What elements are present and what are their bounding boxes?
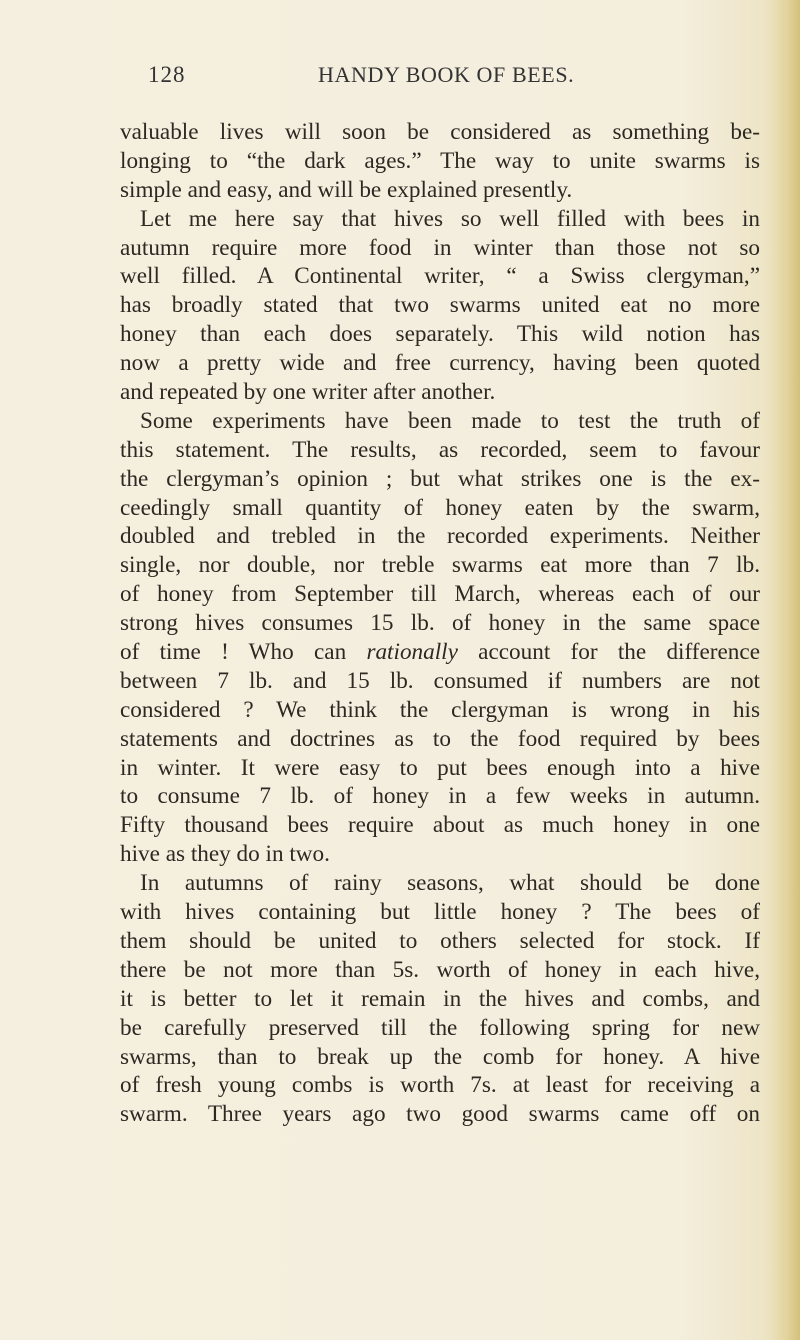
text-line: has broadly stated that two swarms united eat no more	[120, 292, 760, 319]
text-line: ceedingly small quantity of honey eaten by the swarm,	[120, 494, 760, 521]
text-line: of fresh young combs is worth 7s. at least for receiving a	[120, 1072, 760, 1099]
text-line: hive as they do in two.	[120, 841, 330, 868]
text-line: simple and easy, and will be explained presently.	[120, 176, 573, 203]
text-line: Some experiments have been made to test the truth of	[140, 407, 760, 434]
text-line: them should be united to others selected for stock. If	[120, 927, 760, 954]
text-line: autumn require more food in winter than those not so	[120, 234, 760, 261]
text-line: doubled and trebled in the recorded experiments. Neither	[120, 523, 760, 550]
text-line: there be not more than 5s. worth of honey in each hive,	[120, 956, 760, 983]
emphasized-word: rationally	[366, 639, 458, 666]
text-line: Let me here say that hives so well filled with bees in	[140, 205, 760, 232]
text-line: of honey from September till March, whereas each of our	[120, 581, 760, 608]
text-line: swarms, than to break up the comb for honey. A hive	[120, 1043, 760, 1070]
text-line: it is better to let it remain in the hives and combs, and	[120, 985, 760, 1012]
text-line: the clergyman’s opinion ; but what strikes one is the ex-	[120, 465, 760, 492]
text-line: strong hives consumes 15 lb. of honey in the same space	[120, 610, 760, 637]
body-text	[120, 118, 760, 1129]
running-head-title: HANDY BOOK OF BEES.	[318, 62, 575, 87]
text-line: with hives containing but little honey ? The bees of	[120, 899, 760, 926]
page-number: 128	[148, 62, 186, 87]
text-line: Fifty thousand bees require about as much honey in one	[120, 812, 760, 839]
text-line: swarm. Three years ago two good swarms came off on	[120, 1101, 760, 1128]
text-line: and repeated by one writer after another.	[120, 379, 496, 406]
page-edge-discoloration	[770, 0, 800, 1340]
text-line: single, nor double, nor treble swarms eat more than 7 lb.	[120, 552, 760, 579]
text-line-with-emphasis	[120, 638, 760, 667]
text-segment: account for the difference	[457, 639, 760, 666]
text-line: now a pretty wide and free currency, having been quoted	[120, 350, 760, 377]
running-head	[0, 62, 800, 92]
text-line: in winter. It were easy to put bees enough into a hive	[120, 754, 760, 781]
text-line: In autumns of rainy seasons, what should be done	[140, 870, 760, 897]
text-line: statements and doctrines as to the food required by bees	[120, 725, 760, 752]
text-line: this statement. The results, as recorded, seem to favour	[120, 436, 760, 463]
text-line: honey than each does separately. This wild notion has	[120, 321, 760, 348]
text-line: between 7 lb. and 15 lb. consumed if numbers are not	[120, 667, 760, 694]
text-segment: of time ! Who can	[120, 639, 367, 666]
text-line: be carefully preserved till the following spring for new	[120, 1014, 760, 1041]
text-line: considered ? We think the clergyman is wrong in his	[120, 696, 760, 723]
text-line: to consume 7 lb. of honey in a few weeks in autumn.	[120, 783, 760, 810]
text-line: well filled. A Continental writer, “ a Swiss clergyman,”	[120, 263, 760, 290]
text-line: longing to “the dark ages.” The way to unite swarms is	[120, 147, 760, 174]
text-line: valuable lives will soon be considered as something be-	[120, 119, 760, 145]
